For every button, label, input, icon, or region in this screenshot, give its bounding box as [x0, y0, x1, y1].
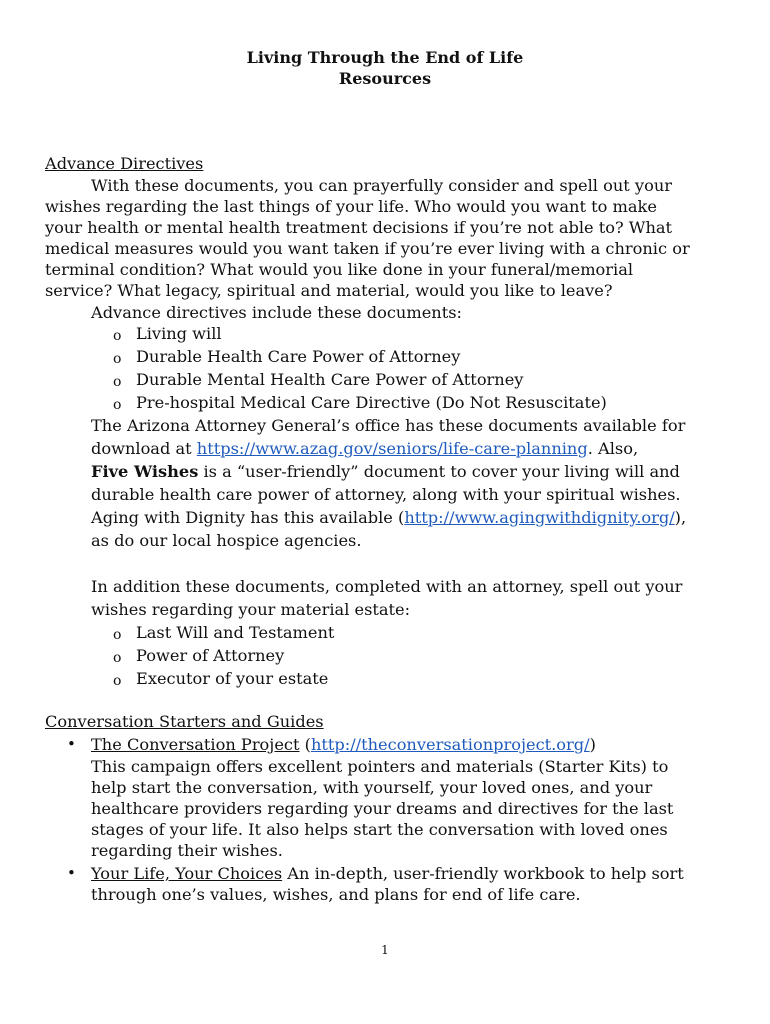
five-wishes-label: Five Wishes — [91, 462, 199, 481]
paragraph-line: help start the conversation, with yourself, your loved ones, and your — [91, 778, 653, 797]
document-title: Living Through the End of Life — [246, 48, 524, 67]
list-item: Living will — [136, 324, 222, 343]
circle-bullet-icon: o — [113, 374, 122, 390]
list-item: Power of Attorney — [136, 646, 285, 665]
list-item — [91, 864, 684, 884]
paragraph-line: as do our local hospice agencies. — [91, 531, 362, 550]
paragraph-line: durable health care power of attorney, along with your spiritual wishes. — [91, 485, 681, 504]
text-span: An in-depth, user-friendly workbook to help sort — [282, 864, 684, 883]
text-span: download at — [91, 439, 197, 458]
circle-bullet-icon: o — [113, 650, 122, 666]
paragraph-line: In addition these documents, completed with an attorney, spell out your — [91, 577, 683, 596]
az-paragraph-line: The Arizona Attorney General’s office has these documents available for — [91, 416, 686, 435]
circle-bullet-icon: o — [113, 673, 122, 689]
text-span: is a “user-friendly” document to cover your living will and — [198, 462, 680, 481]
paragraph-line: stages of your life. It also helps start the conversation with loved ones — [91, 820, 668, 839]
page-number: 1 — [381, 943, 389, 957]
conversation-project-link[interactable]: http://theconversationproject.org/ — [310, 735, 590, 754]
circle-bullet-icon: o — [113, 397, 122, 413]
aging-with-dignity-link[interactable]: http://www.agingwithdignity.org/ — [404, 508, 675, 527]
text-span: ) — [589, 735, 596, 754]
paragraph-line: wishes regarding your material estate: — [91, 600, 411, 619]
paragraph-line: medical measures would you want taken if you’re ever living with a chronic or — [45, 239, 690, 258]
text-span: ), — [674, 508, 687, 527]
paragraph-line: With these documents, you can prayerfully consider and spell out your — [91, 176, 672, 195]
list-item — [91, 735, 596, 755]
list-item: Pre-hospital Medical Care Directive (Do Not Resuscitate) — [136, 393, 607, 412]
paragraph-line: your health or mental health treatment decisions if you’re not able to? What — [45, 218, 673, 237]
five-wishes-line — [91, 462, 680, 482]
circle-bullet-icon: o — [113, 351, 122, 367]
section-heading-advance-directives: Advance Directives — [45, 154, 204, 173]
paragraph-line: through one’s values, wishes, and plans for end of life care. — [91, 885, 581, 904]
circle-bullet-icon: o — [113, 627, 122, 643]
paragraph-line: This campaign offers excellent pointers and materials (Starter Kits) to — [91, 757, 669, 776]
paragraph-line: regarding their wishes. — [91, 841, 283, 860]
paragraph-line: terminal condition? What would you like done in your funeral/memorial — [45, 260, 634, 279]
text-span: . Also, — [587, 439, 639, 458]
paragraph-line: service? What legacy, spiritual and material, would you like to leave? — [45, 281, 613, 300]
bullet-icon: • — [67, 864, 76, 882]
documents-intro: Advance directives include these documents: — [91, 303, 462, 322]
your-life-your-choices-title: Your Life, Your Choices — [91, 864, 283, 883]
text-span: ( — [299, 735, 311, 754]
conversation-project-title: The Conversation Project — [91, 735, 300, 754]
section-heading-conversation: Conversation Starters and Guides — [45, 712, 324, 731]
list-item: Durable Mental Health Care Power of Attorney — [136, 370, 524, 389]
paragraph-line: wishes regarding the last things of your life. Who would you want to make — [45, 197, 657, 216]
text-span: Aging with Dignity has this available ( — [91, 508, 405, 527]
document-subtitle: Resources — [338, 69, 432, 88]
az-paragraph-line — [91, 439, 638, 459]
paragraph-line — [91, 508, 686, 528]
list-item: Last Will and Testament — [136, 623, 335, 642]
paragraph-line: healthcare providers regarding your dreams and directives for the last — [91, 799, 674, 818]
list-item: Durable Health Care Power of Attorney — [136, 347, 461, 366]
bullet-icon: • — [67, 735, 76, 753]
list-item: Executor of your estate — [136, 669, 329, 688]
circle-bullet-icon: o — [113, 328, 122, 344]
azag-link[interactable]: https://www.azag.gov/seniors/life-care-planning — [196, 439, 588, 458]
